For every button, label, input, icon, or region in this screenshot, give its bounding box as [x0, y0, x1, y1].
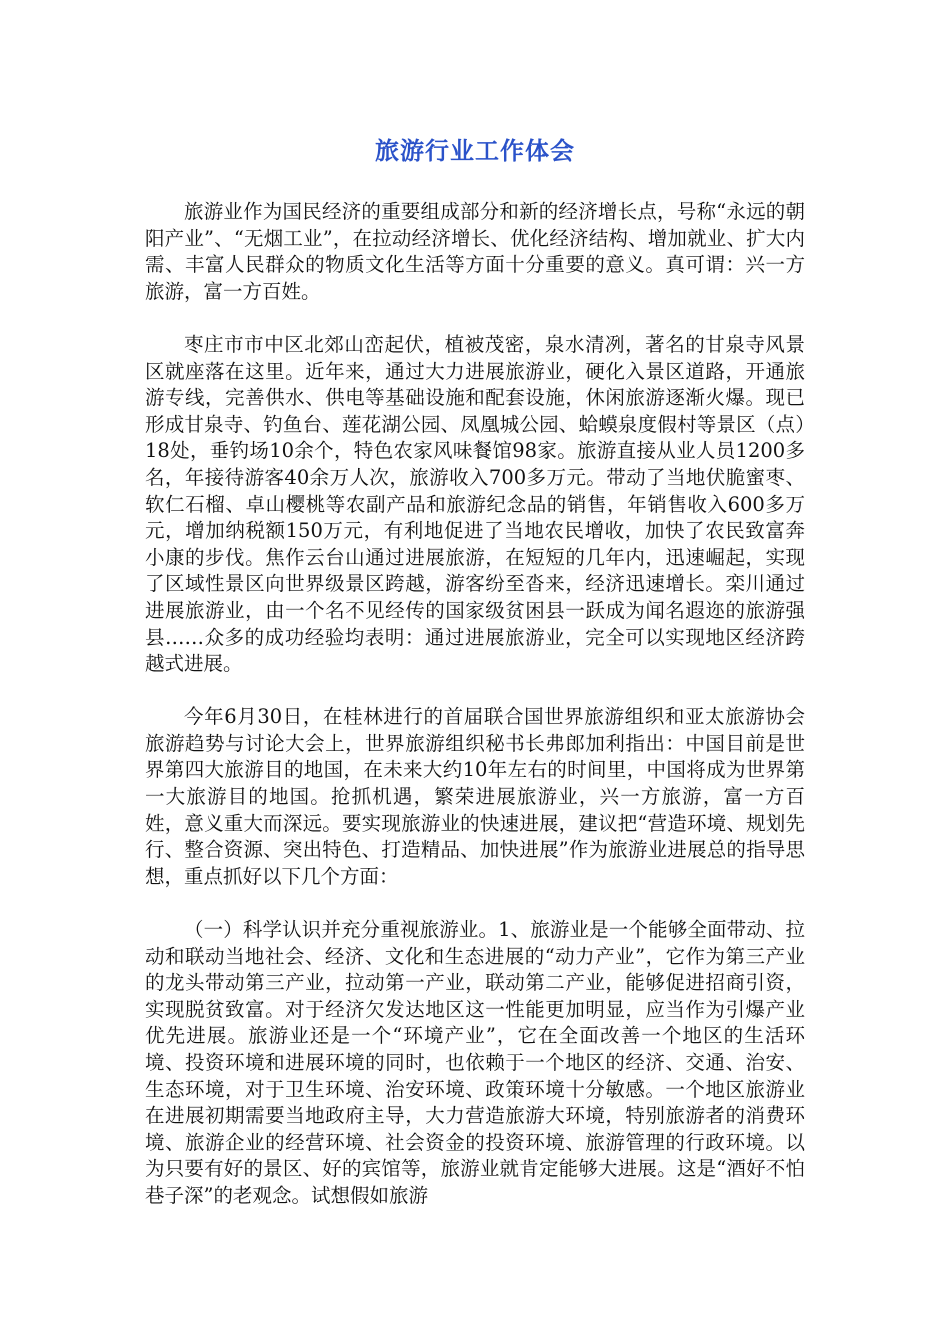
- document-body: [145, 199, 805, 1236]
- paragraph-section-one: （一）科学认识并充分重视旅游业。1、旅游业是一个能够全面带动、拉动和联动当地社会、经济、文化和生态进展的“动力产业”，它作为第三产业的龙头带动第三产业，拉动第一产业，联动第二产业，能够促进招商引资，实现脱贫致富。对于经济欠发达地区这一性能更加明显，应当作为引爆产业优先进展。旅游业还是一个“环境产业”，它在全面改善一个地区的生活环境、投资环境和进展环境的同时，也依赖于一个地区的经济、交通、治安、生态环境，对于卫生环境、治安环境、政策环境十分敏感。一个地区旅游业在进展初期需要当地政府主导，大力营造旅游大环境，特别旅游者的消费环境、旅游企业的经营环境、社会资金的投资环境、旅游管理的行政环境。以为只要有好的景区、好的宾馆等，旅游业就肯定能够大进展。这是“酒好不怕巷子深”的老观念。试想假如旅游: [145, 918, 805, 1207]
- document-title: 旅游行业工作体会: [375, 137, 575, 165]
- paragraph-zaozhuang: 枣庄市市中区北郊山峦起伏，植被茂密，泉水清冽，著名的甘泉寺风景区就座落在这里。近年来，通过大力进展旅游业，硬化入景区道路，开通旅游专线，完善供水、供电等基础设施和配套设施，休闲旅游逐渐火爆。现已形成甘泉寺、钓鱼台、莲花湖公园、凤凰城公园、蛤蟆泉度假村等景区（点）18处，垂钓场10余个，特色农家风味餐馆98家。旅游直接从业人员1200多名，年接待游客40余万人次，旅游收入700多万元。带动了当地伏脆蜜枣、软仁石榴、卓山樱桃等农副产品和旅游纪念品的销售，年销售收入600多万元，增加纳税额150万元，有利地促进了当地农民增收，加快了农民致富奔小康的步伐。焦作云台山通过进展旅游，在短短的几年内，迅速崛起，实现了区域性景区向世界级景区跨越，游客纷至沓来，经济迅速增长。栾川通过进展旅游业，由一个名不见经传的国家级贫困县一跃成为闻名遐迩的旅游强县……众多的成功经验均表明：通过进展旅游业，完全可以实现地区经济跨越式进展。: [145, 332, 805, 676]
- paragraph-intro: 旅游业作为国民经济的重要组成部分和新的经济增长点，号称“永远的朝阳产业”、“无烟工业”，在拉动经济增长、优化经济结构、增加就业、扩大内需、丰富人民群众的物质文化生活等方面十分重要的意义。真可谓：兴一方旅游，富一方百姓。: [145, 200, 805, 303]
- paragraph-guilin-conference: 今年6月30日，在桂林进行的首届联合国世界旅游组织和亚太旅游协会旅游趋势与讨论大会上，世界旅游组织秘书长弗郎加利指出：中国目前是世界第四大旅游目的地国，在未来大约10年左右的时间里，中国将成为世界第一大旅游目的地国。抢抓机遇，繁荣进展旅游业，兴一方旅游，富一方百姓，意义重大而深远。要实现旅游业的快速进展，建议把“营造环境、规划先行、整合资源、突出特色、打造精品、加快进展”作为旅游业进展总的指导思想，重点抓好以下几个方面：: [145, 705, 805, 888]
